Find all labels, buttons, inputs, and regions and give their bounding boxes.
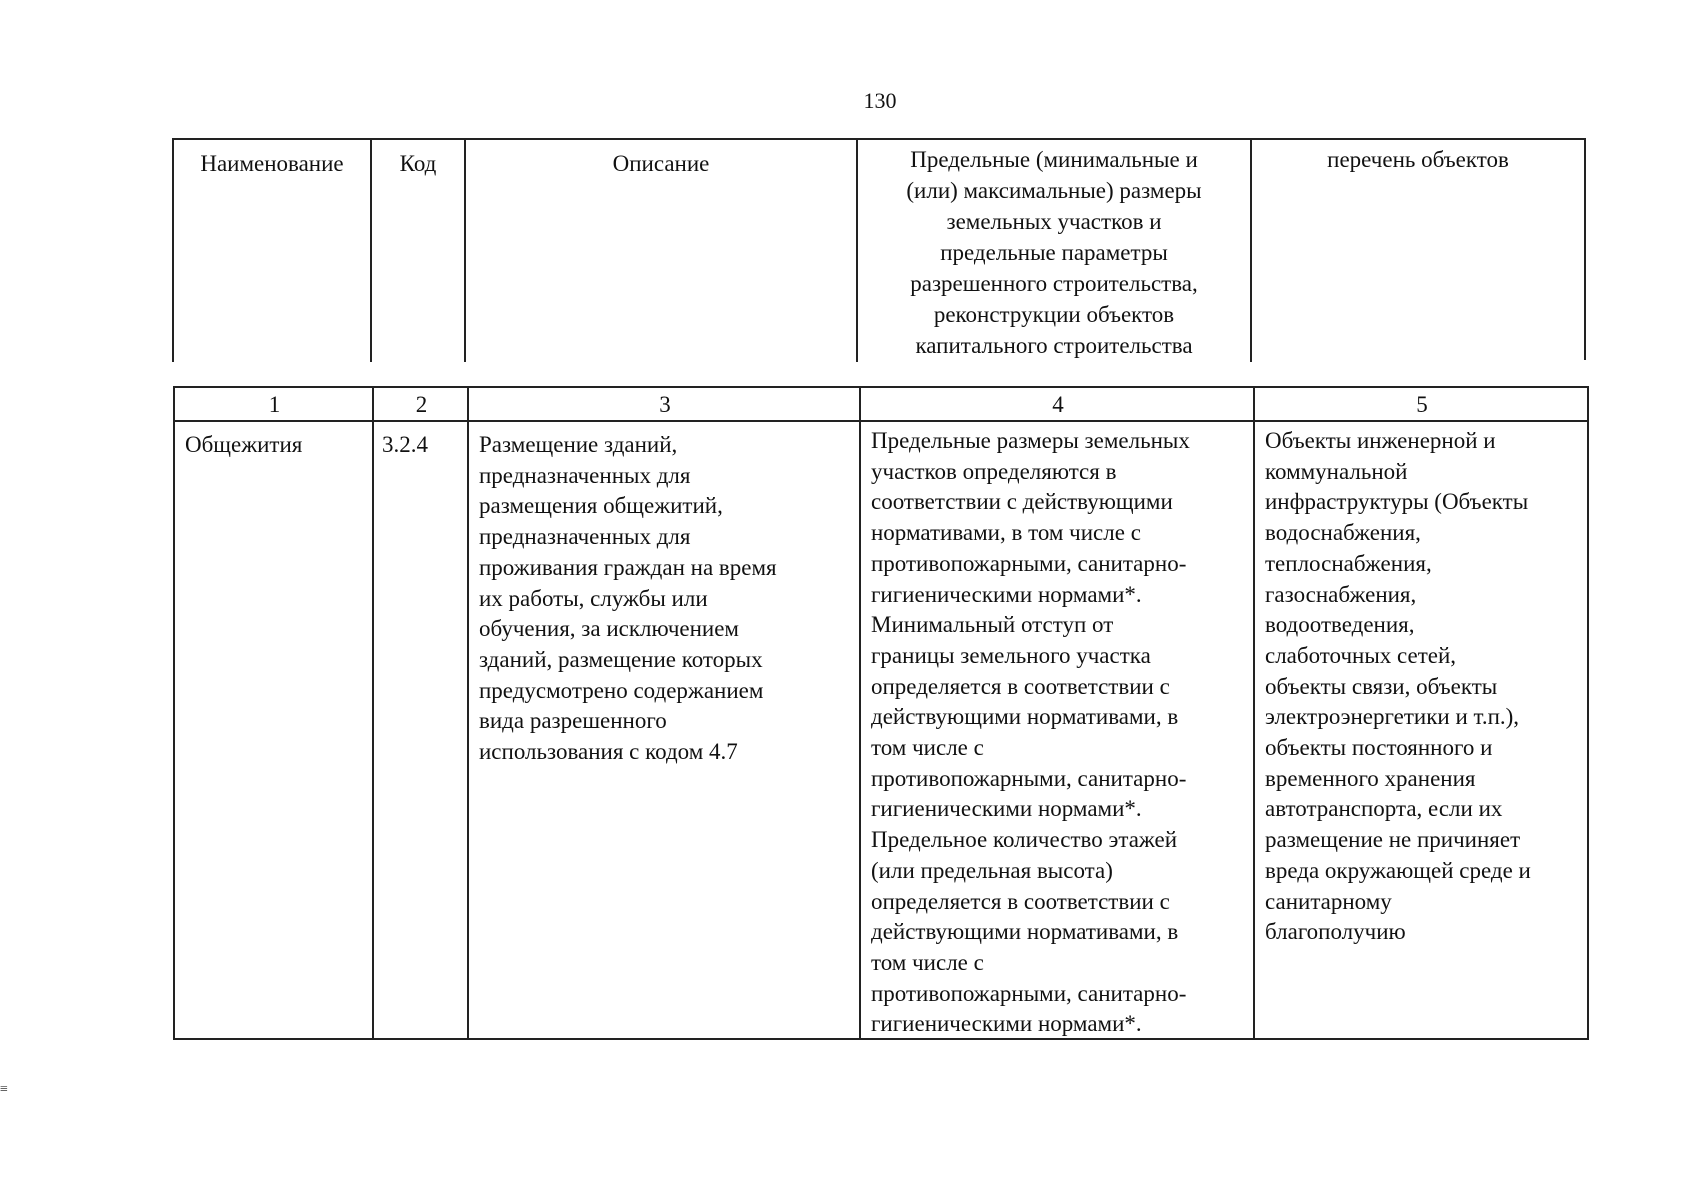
row-objects-cell: Объекты инженерной и коммунальной инфраструктуры (Объекты водоснабжения, теплоснабжения, газоснабжения, водоотведения, слаботочных сетей, объекты связи, объекты электроэнергетики и т.п.), объекты постоянного и временного хранения автотранспорта, если их размещение не причиняет вреда окружающей среде и санитарному благополучию bbox=[1265, 428, 1531, 945]
header-table bbox=[172, 138, 1586, 360]
header-parameters-column: Предельные (минимальные и (или) максимальные) размеры земельных участков и предельные параметры разрешенного строительства, реконструкции объектов капитального строительства bbox=[856, 140, 1250, 362]
column-number-4: 4 bbox=[1052, 392, 1064, 417]
row-name-cell: Общежития bbox=[185, 432, 303, 457]
column-number-3: 3 bbox=[659, 392, 671, 417]
land-use-table bbox=[173, 386, 1589, 1040]
row-code-cell: 3.2.4 bbox=[382, 432, 428, 457]
column-number-2: 2 bbox=[415, 392, 428, 417]
row-description-cell: Размещение зданий, предназначенных для размещения общежитий, предназначенных для проживания граждан на время их работы, службы или обучения, за исключением зданий, размещение которых предусмотрено содержанием вида разрешенного использования с кодом 4.7 bbox=[479, 432, 777, 765]
header-objects-column: перечень объектов bbox=[1250, 140, 1584, 362]
row-parameters-cell: Предельные размеры земельных участков определяются в соответствии с действующими нормативами, в том числе с противопожарными, санитарно- гигиеническими нормами*. Минимальный отступ от границы земельного участка определяется в соответствии с действующими нормативами, в том числе с противопожарными, санитарно- гигиеническими нормами*. Предельное количество этажей (или предельная высота) определяется в соответствии с действующими нормативами, в том числе с противопожарными, санитарно- гигиеническими нормами*. bbox=[871, 428, 1190, 1037]
column-number-5: 5 bbox=[1416, 392, 1428, 417]
header-code-column: Код bbox=[370, 140, 464, 362]
header-name-column: Наименование bbox=[172, 140, 370, 362]
page-number: 130 bbox=[863, 88, 897, 113]
margin-mark: ≡ bbox=[0, 1082, 8, 1097]
header-description-column: Описание bbox=[464, 140, 856, 362]
column-number-1: 1 bbox=[268, 392, 281, 417]
column-number-row bbox=[175, 388, 1587, 422]
column-divider bbox=[372, 388, 374, 1038]
